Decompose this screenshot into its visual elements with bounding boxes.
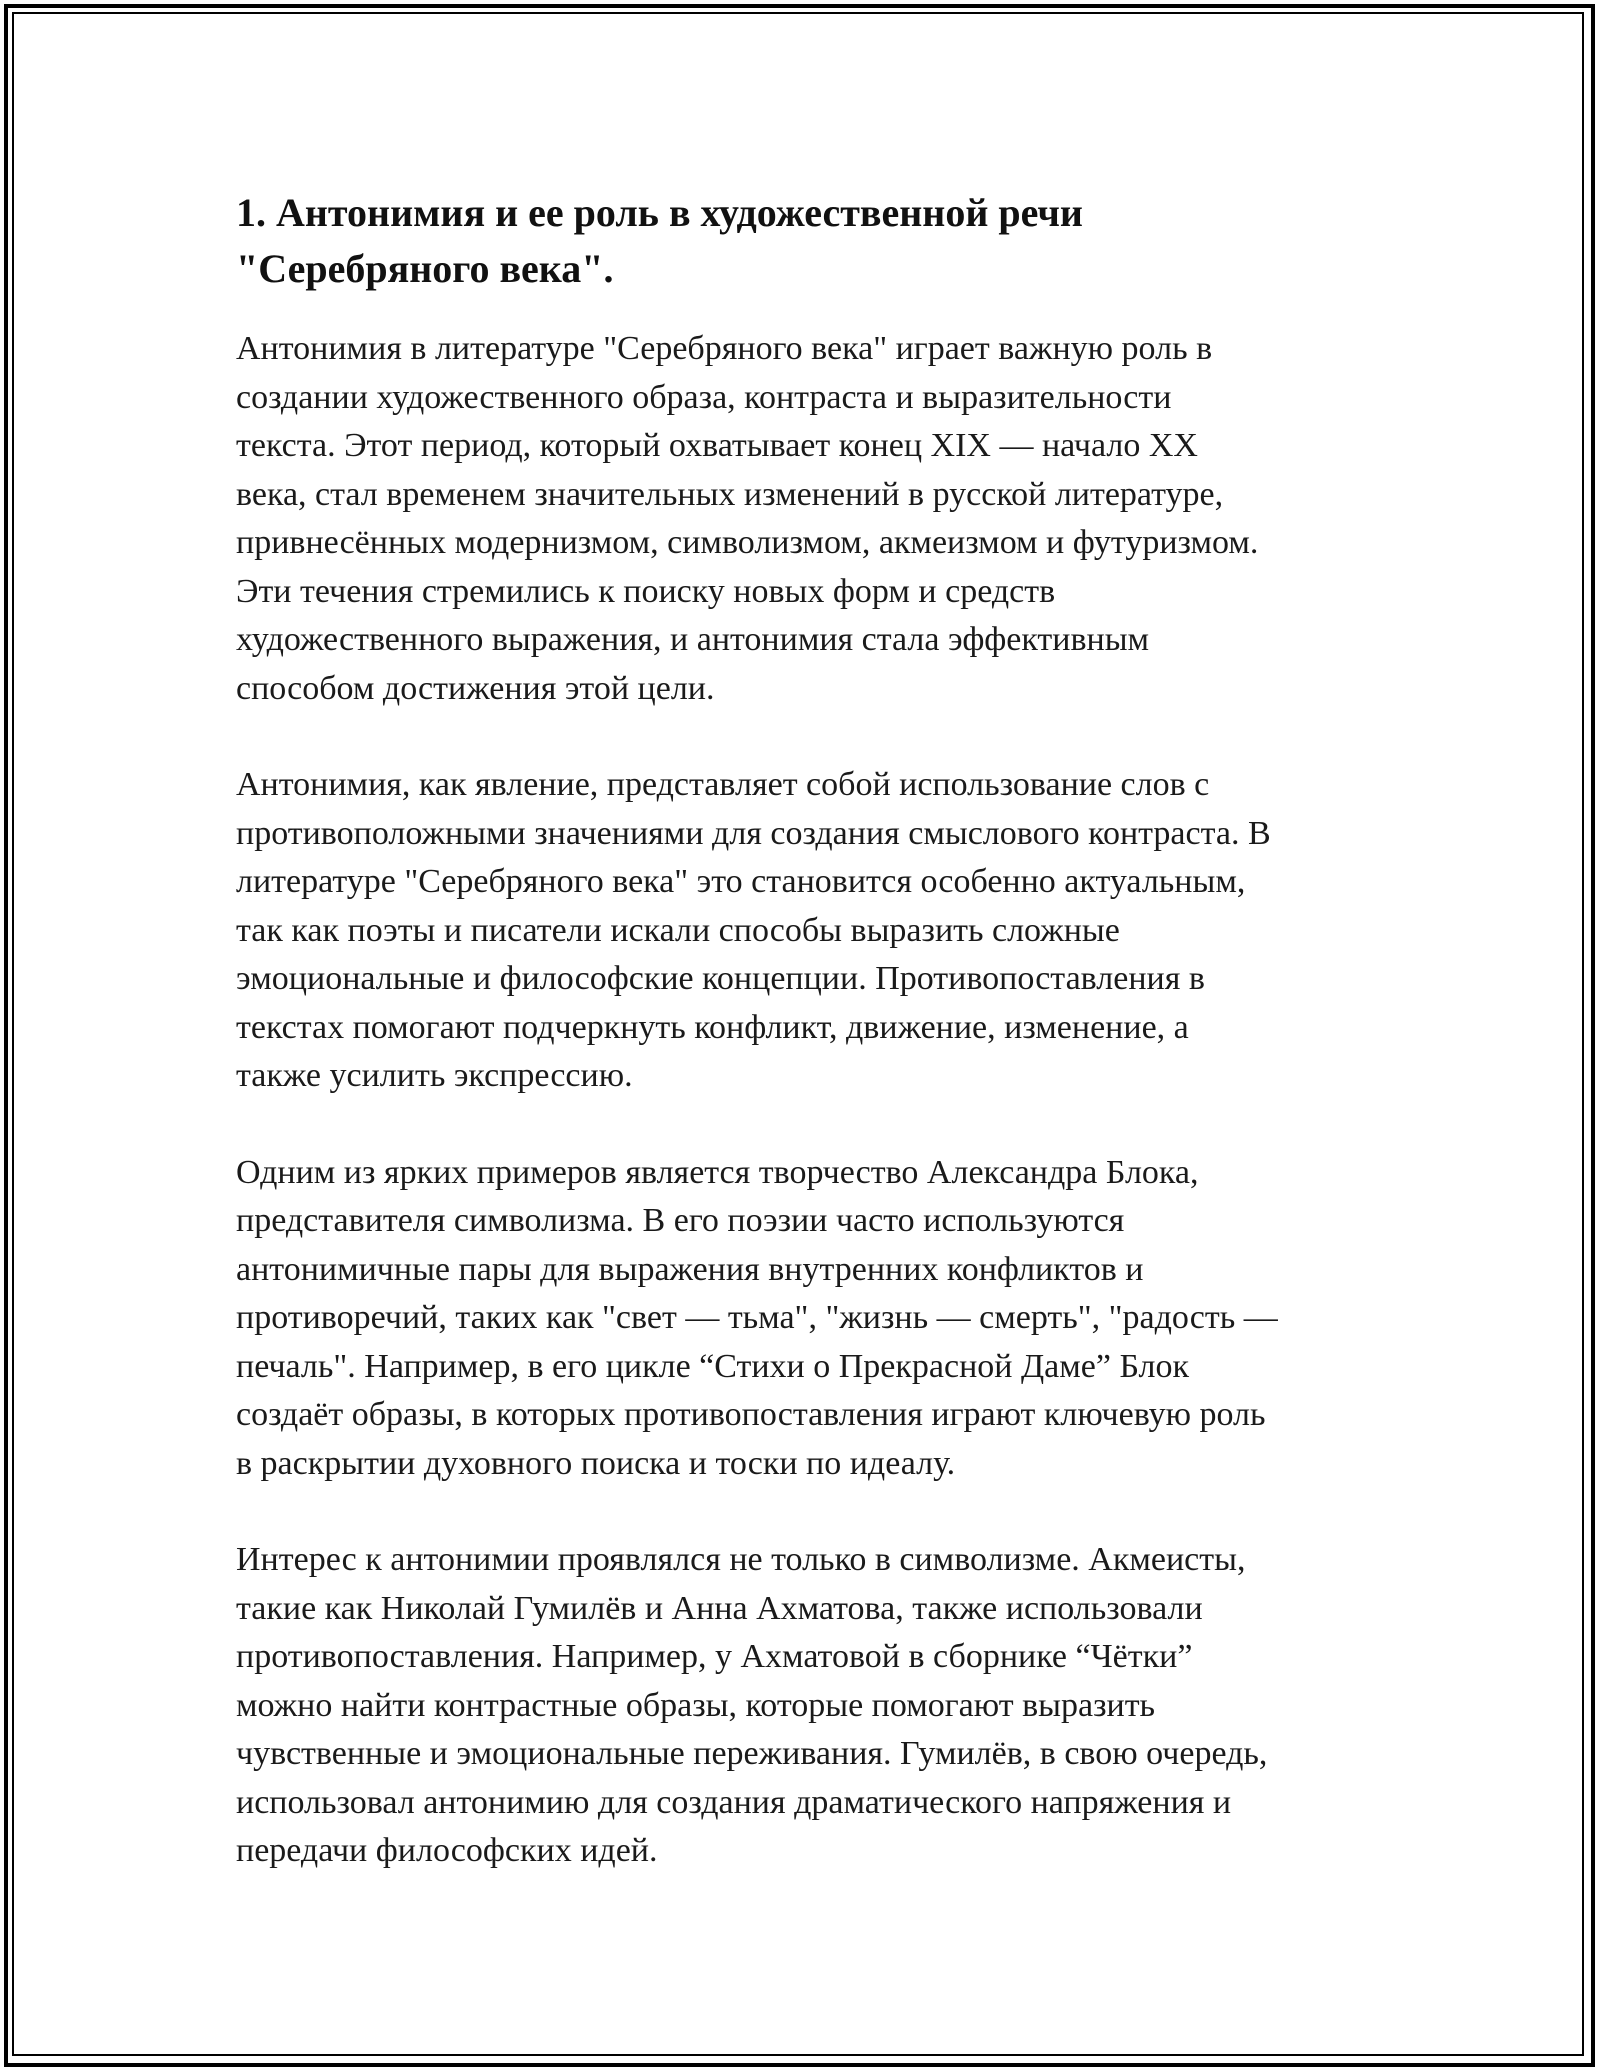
- text-line: противоположными значениями для создания смыслового контраста. В: [236, 814, 1271, 852]
- text-line: Одним из ярких примеров является творчество Александра Блока,: [236, 1153, 1199, 1191]
- text-line: создаёт образы, в которых противопоставления играют ключевую роль: [236, 1396, 1266, 1433]
- text-line: противоречий, таких как "свет — тьма", "жизнь — смерть", "радость —: [236, 1299, 1278, 1336]
- text-line: эмоциональные и философские концепции. Противопоставления в: [236, 960, 1205, 997]
- text-line: художественного выражения, и антонимия стала эффективным: [236, 621, 1150, 658]
- document-content: [236, 185, 1366, 1924]
- text-line: Интерес к антонимии проявлялся не только в символизме. Акмеисты,: [236, 1541, 1246, 1578]
- text-line: Эти течения стремились к поиску новых форм и средств: [236, 572, 1056, 610]
- text-line: литературе "Серебряного века" это становится особенно актуальным,: [236, 863, 1246, 900]
- text-line: печаль". Например, в его цикле “Стихи о Прекрасной Даме” Блок: [236, 1347, 1190, 1385]
- text-line: противопоставления. Например, у Ахматовой в сборнике “Чётки”: [236, 1638, 1193, 1675]
- paragraph: [236, 1149, 1366, 1489]
- text-line: можно найти контрастные образы, которые помогают выразить: [236, 1686, 1156, 1724]
- heading-line-2: "Серебряного века".: [236, 246, 614, 291]
- paragraph: [236, 761, 1366, 1101]
- text-line: создании художественного образа, контраста и выразительности: [236, 378, 1172, 416]
- paragraph: [236, 1536, 1366, 1876]
- paragraph-list: [236, 325, 1366, 1876]
- text-line: в раскрытии духовного поиска и тоски по идеалу.: [236, 1444, 956, 1482]
- text-line: Антонимия в литературе "Серебряного века" играет важную роль в: [236, 330, 1213, 367]
- text-line: передачи философских идей.: [236, 1832, 658, 1869]
- text-line: способом достижения этой цели.: [236, 669, 715, 707]
- text-line: века, стал временем значительных изменений в русской литературе,: [236, 475, 1224, 513]
- text-line: использовал антонимию для создания драматического напряжения и: [236, 1783, 1232, 1821]
- text-line: текстах помогают подчеркнуть конфликт, движение, изменение, а: [236, 1008, 1189, 1046]
- text-line: также усилить экспрессию.: [236, 1057, 633, 1094]
- text-line: антонимичные пары для выражения внутренних конфликтов и: [236, 1250, 1144, 1288]
- text-line: Антонимия, как явление, представляет собой использование слов с: [236, 766, 1210, 803]
- section-heading: [236, 185, 1366, 297]
- text-line: представителя символизма. В его поэзии часто используются: [236, 1202, 1125, 1239]
- paragraph: [236, 325, 1366, 713]
- text-line: такие как Николай Гумилёв и Анна Ахматова, также использовали: [236, 1589, 1203, 1627]
- text-line: чувственные и эмоциональные переживания. Гумилёв, в свою очередь,: [236, 1735, 1268, 1772]
- heading-line-1: 1. Антонимия и ее роль в художественной речи: [236, 190, 1083, 235]
- text-line: так как поэты и писатели искали способы выразить сложные: [236, 911, 1120, 949]
- text-line: привнесённых модернизмом, символизмом, акмеизмом и футуризмом.: [236, 524, 1259, 561]
- text-line: текста. Этот период, который охватывает конец XIX — начало XX: [236, 427, 1198, 464]
